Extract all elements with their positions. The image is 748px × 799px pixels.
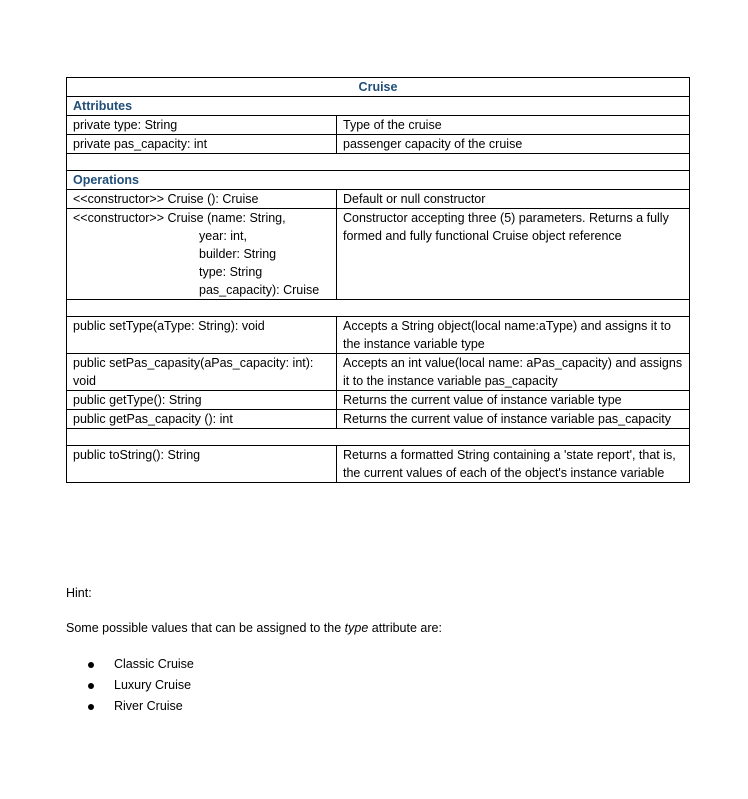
- hint-text-before: Some possible values that can be assigned to the: [66, 621, 345, 635]
- spacer-row: [67, 300, 690, 317]
- operation-description: Accepts an int value(local name: aPas_capacity) and assigns it to the instance variable pas_capacity: [337, 354, 690, 391]
- list-item: [88, 654, 194, 675]
- constructor-param: year: int,: [199, 229, 247, 243]
- table-row: [67, 209, 690, 300]
- constructor-signature-first: <<constructor>> Cruise (name: String,: [73, 211, 286, 225]
- operation-signature: public setType(aType: String): void: [67, 317, 337, 354]
- hint-text-after: attribute are:: [368, 621, 442, 635]
- operation-signature: public getType(): String: [67, 391, 337, 410]
- possible-values-list: [88, 654, 194, 717]
- list-item: [88, 696, 194, 717]
- operation-description: Returns the current value of instance variable pas_capacity: [337, 410, 690, 429]
- hint-text-emphasis: type: [344, 621, 369, 635]
- table-row: [67, 116, 690, 135]
- list-item-label: River Cruise: [114, 699, 183, 713]
- operation-description: Returns a formatted String containing a 'state report', that is, the current values of each of the object's instance variable: [337, 446, 690, 483]
- bullet-icon: [88, 662, 94, 668]
- operation-signature: [67, 209, 337, 300]
- operation-description: Constructor accepting three (5) parameters. Returns a fully formed and fully functional Cruise object reference: [337, 209, 690, 300]
- table-row: [67, 446, 690, 483]
- table-row: [67, 391, 690, 410]
- spacer-row: [67, 154, 690, 171]
- table-row: [67, 135, 690, 154]
- attribute-description: passenger capacity of the cruise: [337, 135, 690, 154]
- attribute-signature: private pas_capacity: int: [67, 135, 337, 154]
- operation-description: Default or null constructor: [337, 190, 690, 209]
- class-name: Cruise: [67, 78, 690, 97]
- operation-signature: public getPas_capacity (): int: [67, 410, 337, 429]
- table-row: [67, 354, 690, 391]
- operation-signature: <<constructor>> Cruise (): Cruise: [67, 190, 337, 209]
- constructor-param: builder: String: [199, 247, 277, 261]
- constructor-param: pas_capacity): Cruise: [199, 283, 320, 297]
- list-item: [88, 675, 194, 696]
- operation-signature: public toString(): String: [67, 446, 337, 483]
- bullet-icon: [88, 683, 94, 689]
- spacer-row: [67, 429, 690, 446]
- attributes-heading: Attributes: [67, 97, 690, 116]
- attribute-signature: private type: String: [67, 116, 337, 135]
- uml-class-table: [66, 77, 690, 483]
- operation-description: Accepts a String object(local name:aType) and assigns it to the instance variable type: [337, 317, 690, 354]
- constructor-param: type: String: [199, 265, 263, 279]
- hint-label: Hint:: [66, 586, 92, 600]
- table-row: [67, 410, 690, 429]
- hint-text: [66, 621, 442, 635]
- operation-description: Returns the current value of instance variable type: [337, 391, 690, 410]
- operation-signature: public setPas_capasity(aPas_capacity: int): void: [67, 354, 337, 391]
- table-row: [67, 190, 690, 209]
- operations-heading: Operations: [67, 171, 690, 190]
- attribute-description: Type of the cruise: [337, 116, 690, 135]
- list-item-label: Classic Cruise: [114, 657, 194, 671]
- bullet-icon: [88, 704, 94, 710]
- table-row: [67, 317, 690, 354]
- list-item-label: Luxury Cruise: [114, 678, 192, 692]
